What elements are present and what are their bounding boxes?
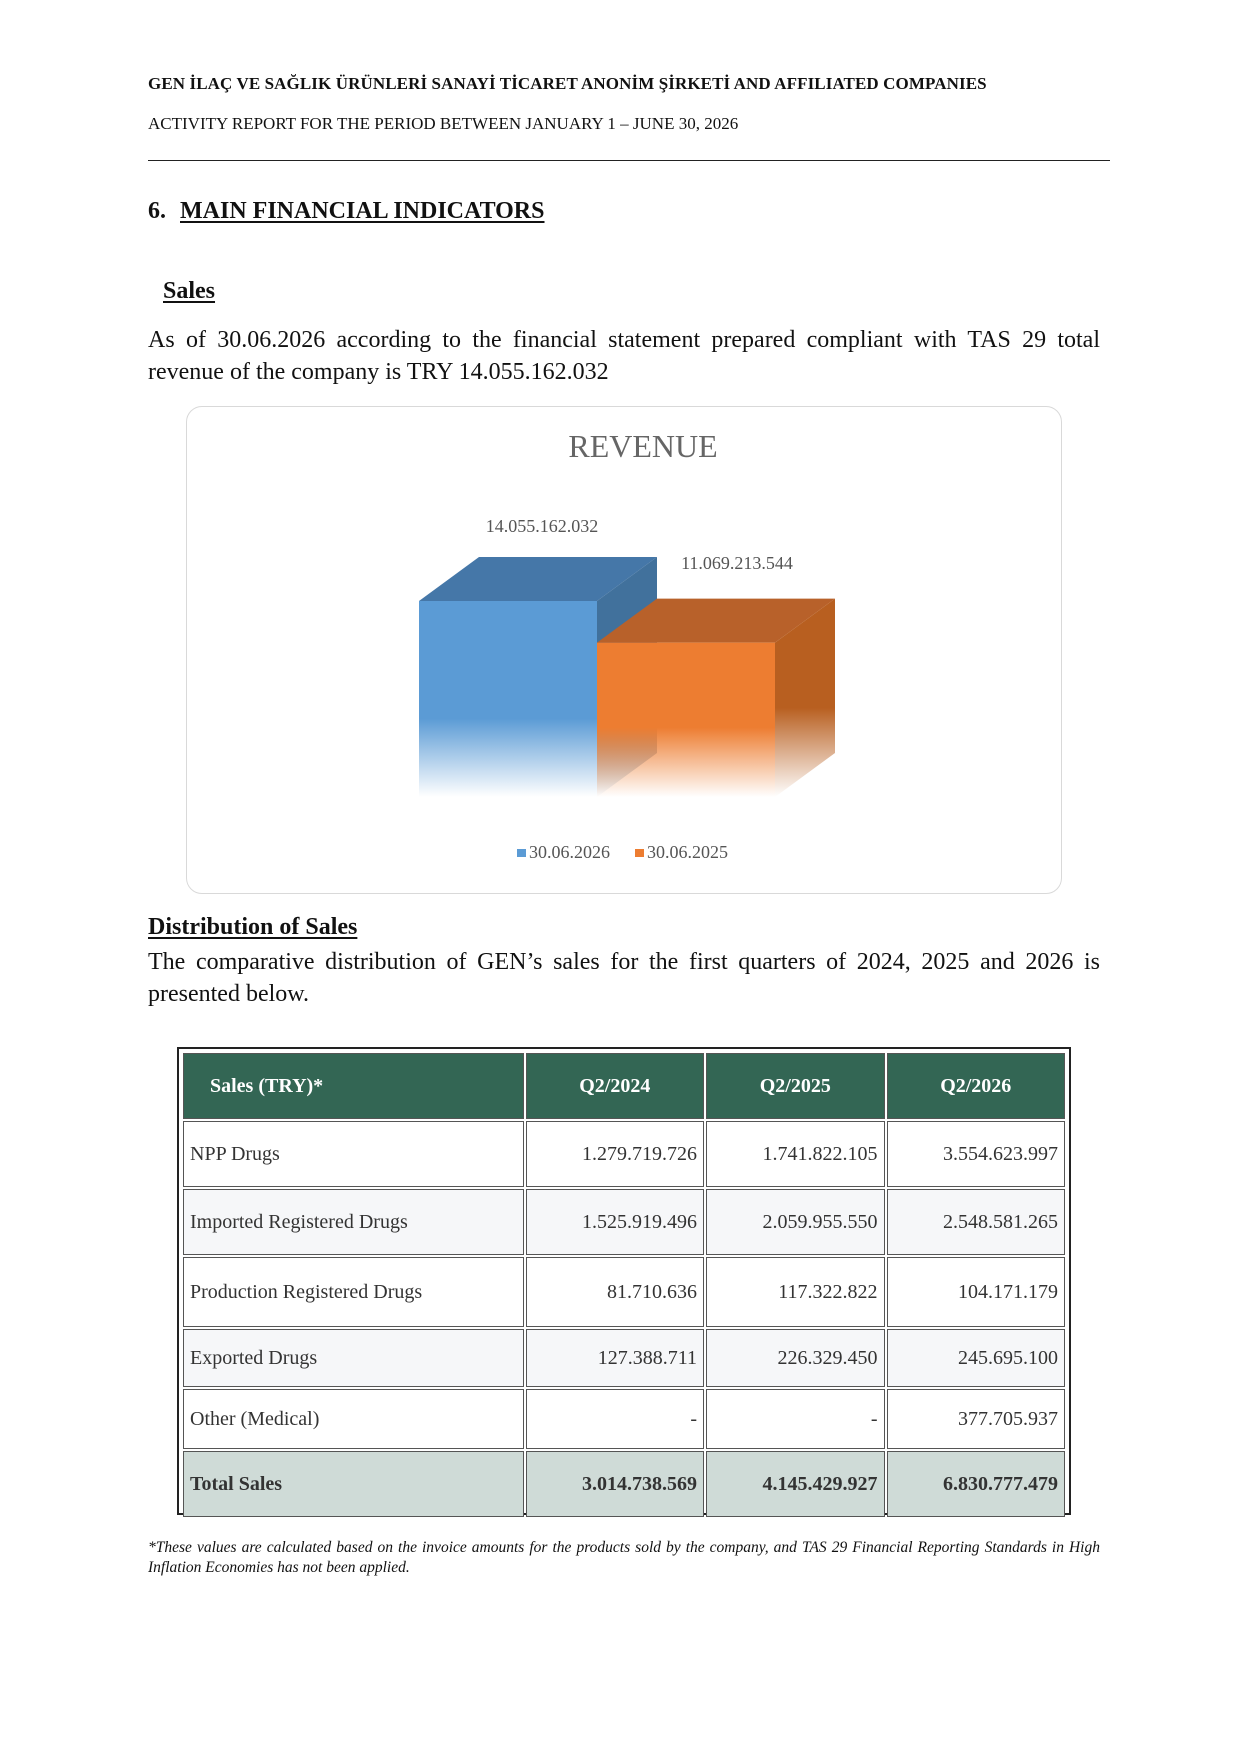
section-number: 6. — [148, 198, 166, 224]
table-header-row — [183, 1053, 1065, 1119]
table-row — [183, 1257, 1065, 1327]
header-divider — [148, 160, 1110, 161]
distribution-heading: Distribution of Sales — [148, 914, 358, 940]
row-label: Exported Drugs — [183, 1329, 524, 1387]
row-label: Production Registered Drugs — [183, 1257, 524, 1327]
table-cell: 81.710.636 — [526, 1257, 704, 1327]
section-title — [148, 198, 545, 225]
table-cell: 3.554.623.997 — [887, 1121, 1066, 1187]
revenue-chart — [186, 406, 1062, 894]
sales-table — [177, 1047, 1071, 1515]
column-header: Q2/2026 — [887, 1053, 1066, 1119]
legend-item — [517, 842, 610, 862]
row-label: Imported Registered Drugs — [183, 1189, 524, 1255]
table-cell: 127.388.711 — [526, 1329, 704, 1387]
sales-heading: Sales — [163, 278, 216, 304]
table-row — [183, 1329, 1065, 1387]
row-label: NPP Drugs — [183, 1121, 524, 1187]
bar-front — [597, 643, 775, 797]
column-header: Sales (TRY)* — [183, 1053, 524, 1119]
table-cell: 226.329.450 — [706, 1329, 884, 1387]
table-cell: 377.705.937 — [887, 1389, 1066, 1449]
legend-label: 30.06.2026 — [529, 842, 610, 862]
table-cell: - — [706, 1389, 884, 1449]
legend-label: 30.06.2025 — [647, 842, 728, 862]
total-cell: 3.014.738.569 — [526, 1451, 704, 1517]
table-cell: 1.279.719.726 — [526, 1121, 704, 1187]
table-cell: 1.741.822.105 — [706, 1121, 884, 1187]
total-row — [183, 1451, 1065, 1517]
legend-swatch — [517, 849, 526, 857]
column-header: Q2/2024 — [526, 1053, 704, 1119]
legend-item — [635, 842, 728, 862]
table-row — [183, 1389, 1065, 1449]
table-cell: 245.695.100 — [887, 1329, 1066, 1387]
sales-paragraph: As of 30.06.2026 according to the financial statement prepared compliant with TAS 29 total revenue of the company is TRY 14.055.162.032 — [148, 327, 1100, 385]
total-label: Total Sales — [183, 1451, 524, 1517]
table-row — [183, 1121, 1065, 1187]
report-period-header: ACTIVITY REPORT FOR THE PERIOD BETWEEN JANUARY 1 – JUNE 30, 2026 — [148, 114, 739, 133]
bar-front — [419, 601, 597, 797]
chart-title: REVENUE — [568, 428, 718, 464]
company-header: GEN İLAÇ VE SAĞLIK ÜRÜNLERİ SANAYİ TİCARET ANONİM ŞİRKETİ AND AFFILIATED COMPANIES — [148, 74, 987, 93]
row-label: Other (Medical) — [183, 1389, 524, 1449]
distribution-paragraph: The comparative distribution of GEN’s sales for the first quarters of 2024, 2025 and 2026 is presented below. — [148, 949, 1100, 1007]
table-cell: 117.322.822 — [706, 1257, 884, 1327]
table-cell: 2.059.955.550 — [706, 1189, 884, 1255]
table-cell: 2.548.581.265 — [887, 1189, 1066, 1255]
section-title-text: MAIN FINANCIAL INDICATORS — [180, 198, 545, 224]
table-cell: 1.525.919.496 — [526, 1189, 704, 1255]
total-cell: 4.145.429.927 — [706, 1451, 884, 1517]
table-cell: 104.171.179 — [887, 1257, 1066, 1327]
data-label: 11.069.213.544 — [681, 553, 793, 573]
sales-table-grid — [181, 1051, 1067, 1519]
legend-swatch — [635, 849, 644, 857]
total-cell: 6.830.777.479 — [887, 1451, 1066, 1517]
table-row — [183, 1189, 1065, 1255]
table-cell: - — [526, 1389, 704, 1449]
bar-30.06.2025 — [597, 599, 835, 797]
column-header: Q2/2025 — [706, 1053, 884, 1119]
footnote: *These values are calculated based on the invoice amounts for the products sold by the company, and TAS 29 Financial Reporting Standards in High Inflation Economies has not been applied. — [148, 1539, 1100, 1576]
data-label: 14.055.162.032 — [485, 516, 599, 536]
revenue-chart-svg — [187, 407, 1061, 893]
